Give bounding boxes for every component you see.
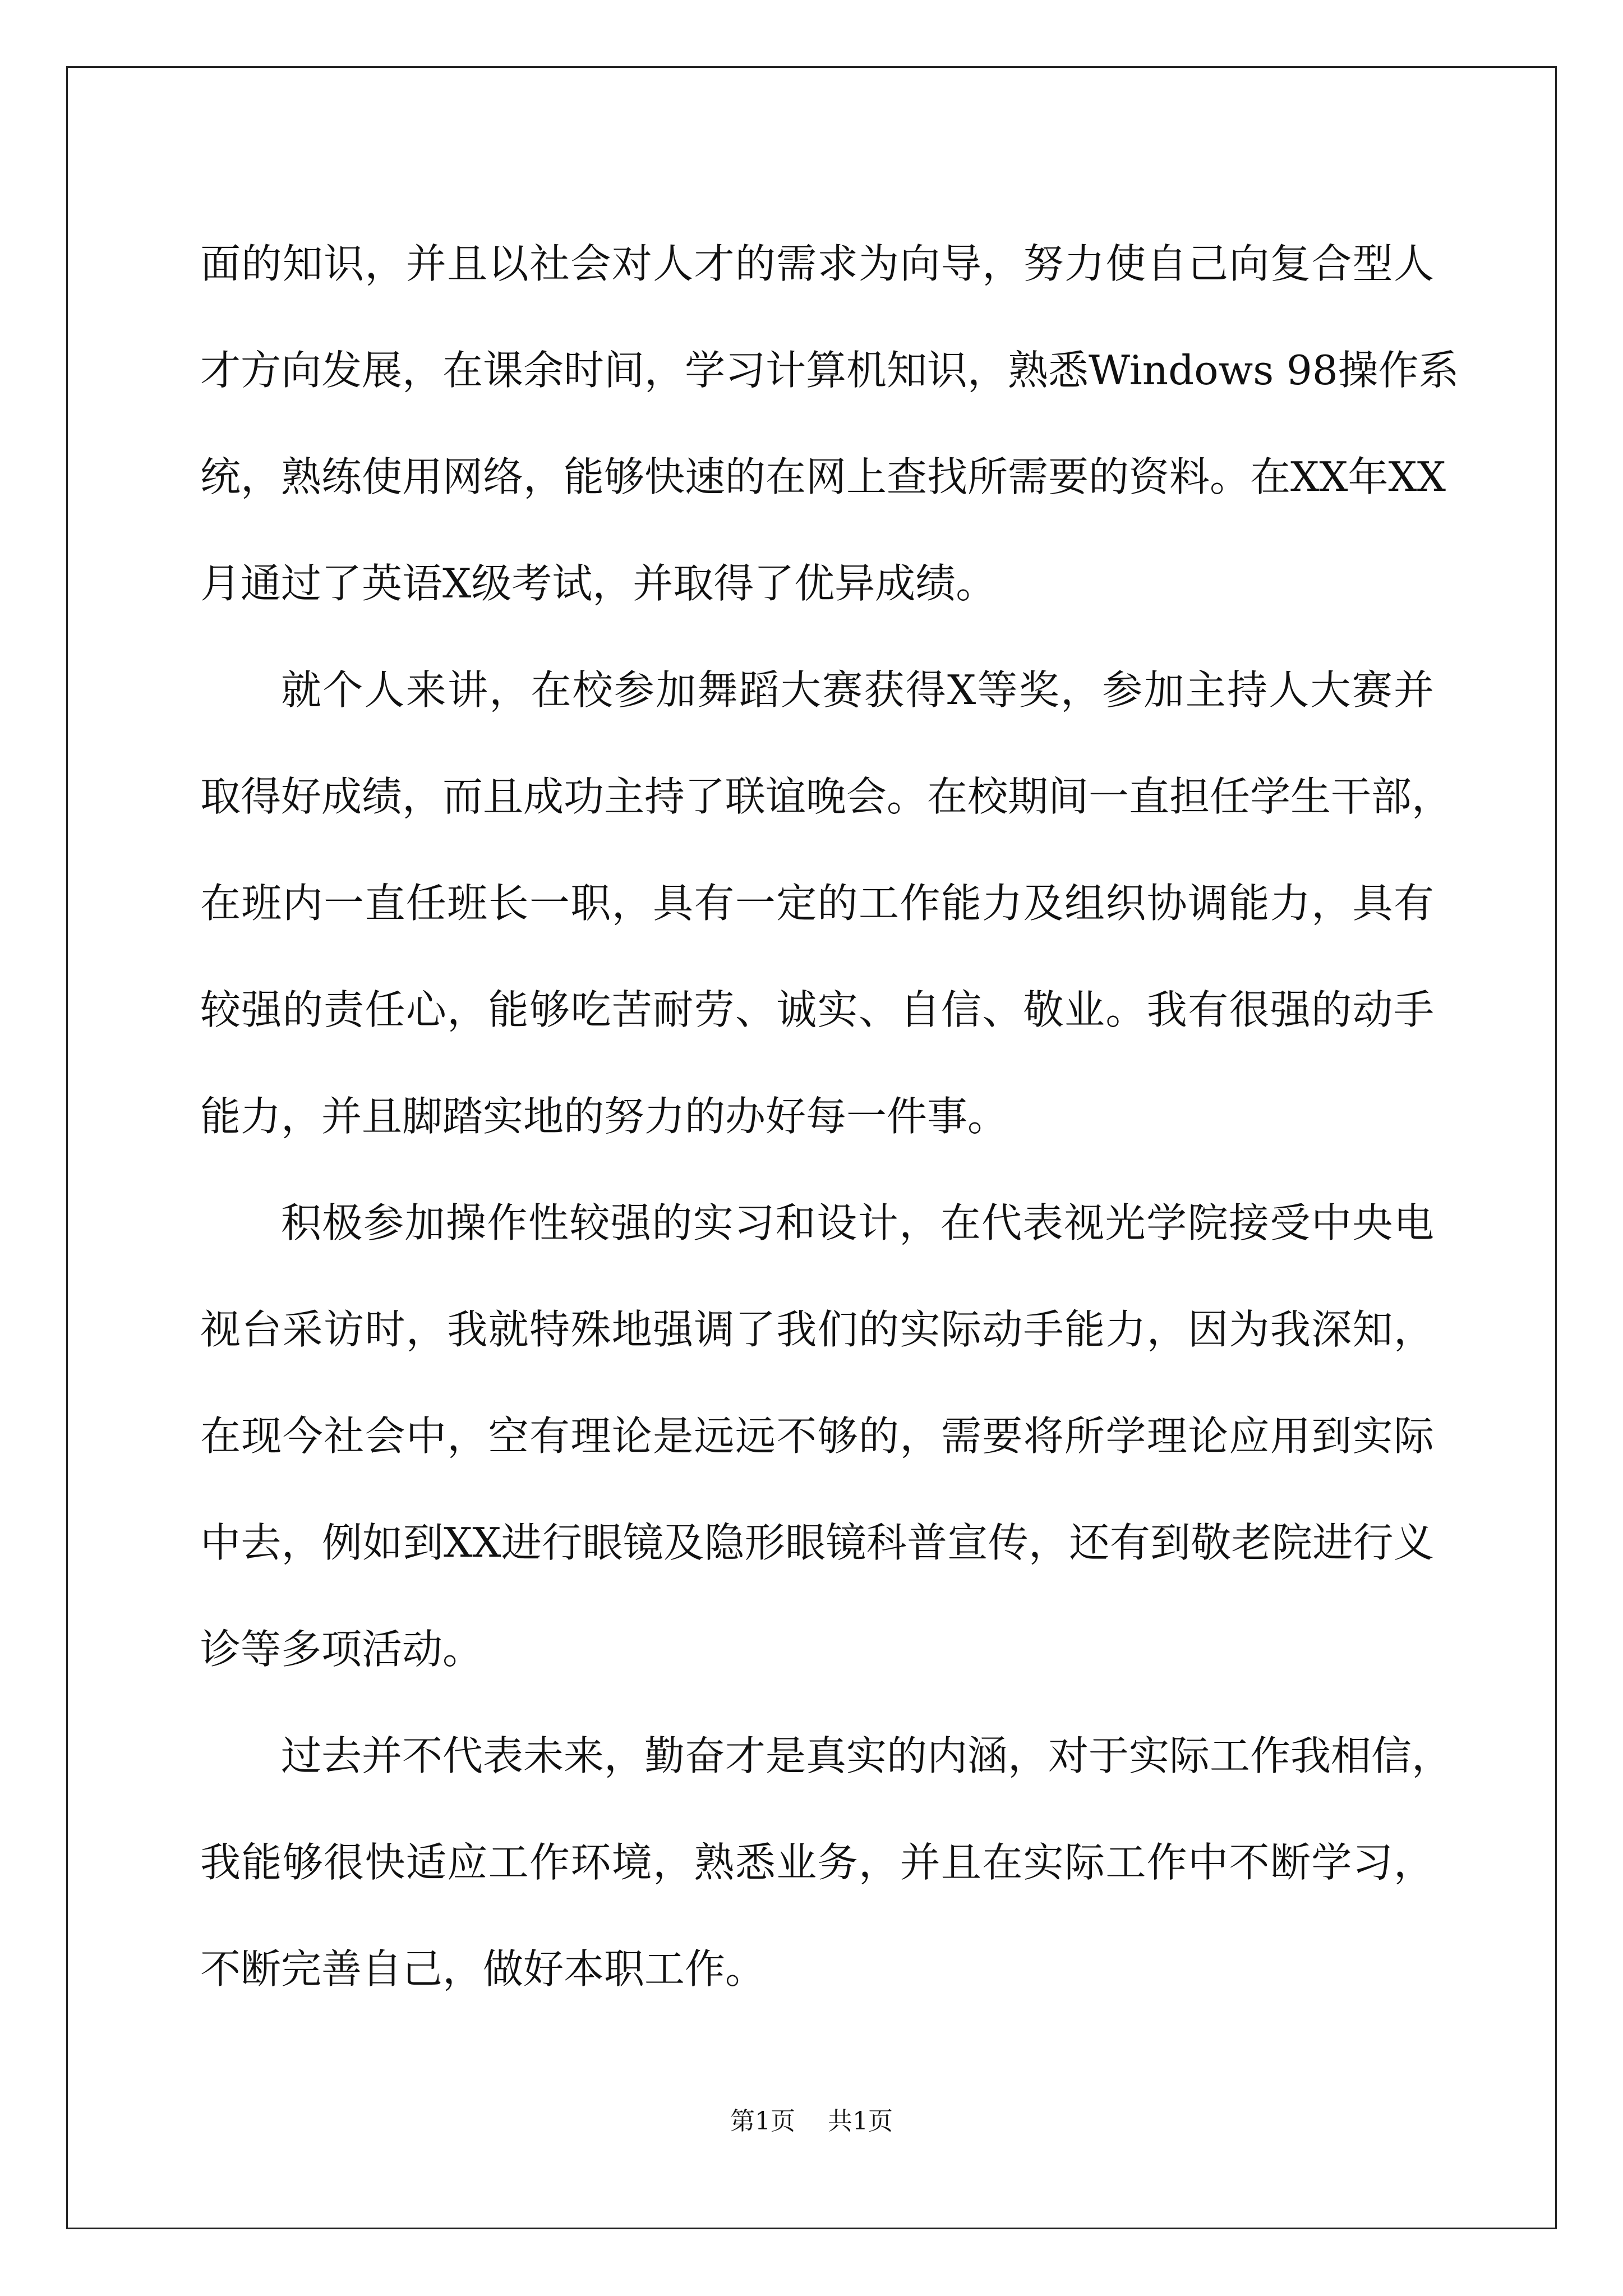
paragraph-4-line-2: 我能够很快适应工作环境，熟悉业务，并且在实际工作中不断学习， <box>200 1839 1434 1886</box>
paragraph-3-line-4: 中去，例如到XX进行眼镜及隐形眼镜科普宣传，还有到敬老院进行义 <box>200 1519 1434 1566</box>
paragraph-2-line-5: 能力，并且脚踏实地的努力的办好每一件事。 <box>200 1093 1008 1140</box>
paragraph-2-line-2: 取得好成绩，而且成功主持了联谊晚会。在校期间一直担任学生干部， <box>200 773 1453 820</box>
paragraph-2-line-1: 就个人来讲，在校参加舞蹈大赛获得X等奖，参加主持人大赛并 <box>281 666 1434 714</box>
page-number: 第1页 <box>730 2107 795 2136</box>
paragraph-1-line-4: 月通过了英语X级考试，并取得了优异成绩。 <box>200 560 997 607</box>
page-footer <box>0 2101 1623 2137</box>
document-body <box>200 210 1459 2022</box>
total-pages: 共1页 <box>828 2107 893 2136</box>
paragraph-3-line-2: 视台采访时，我就特殊地强调了我们的实际动手能力，因为我深知， <box>200 1306 1434 1353</box>
paragraph-1-line-2: 才方向发展，在课余时间，学习计算机知识，熟悉Windows 98操作系 <box>200 347 1459 394</box>
paragraph-3-line-1: 积极参加操作性较强的实习和设计，在代表视光学院接受中央电 <box>281 1199 1434 1246</box>
paragraph-1-line-1: 面的知识，并且以社会对人才的需求为向导，努力使自己向复合型人 <box>200 240 1434 287</box>
paragraph-3-line-5: 诊等多项活动。 <box>200 1626 483 1673</box>
paragraph-4-line-3: 不断完善自己，做好本职工作。 <box>200 1945 766 1993</box>
paragraph-1-line-3: 统，熟练使用网络，能够快速的在网上查找所需要的资料。在XX年XX <box>200 453 1446 500</box>
paragraph-3-line-3: 在现今社会中，空有理论是远远不够的，需要将所学理论应用到实际 <box>200 1412 1434 1460</box>
paragraph-4-line-1: 过去并不代表未来，勤奋才是真实的内涵，对于实际工作我相信， <box>281 1732 1453 1779</box>
paragraph-2-line-3: 在班内一直任班长一职，具有一定的工作能力及组织协调能力，具有 <box>200 880 1434 927</box>
paragraph-2-line-4: 较强的责任心，能够吃苦耐劳、诚实、自信、敬业。我有很强的动手 <box>200 986 1434 1033</box>
